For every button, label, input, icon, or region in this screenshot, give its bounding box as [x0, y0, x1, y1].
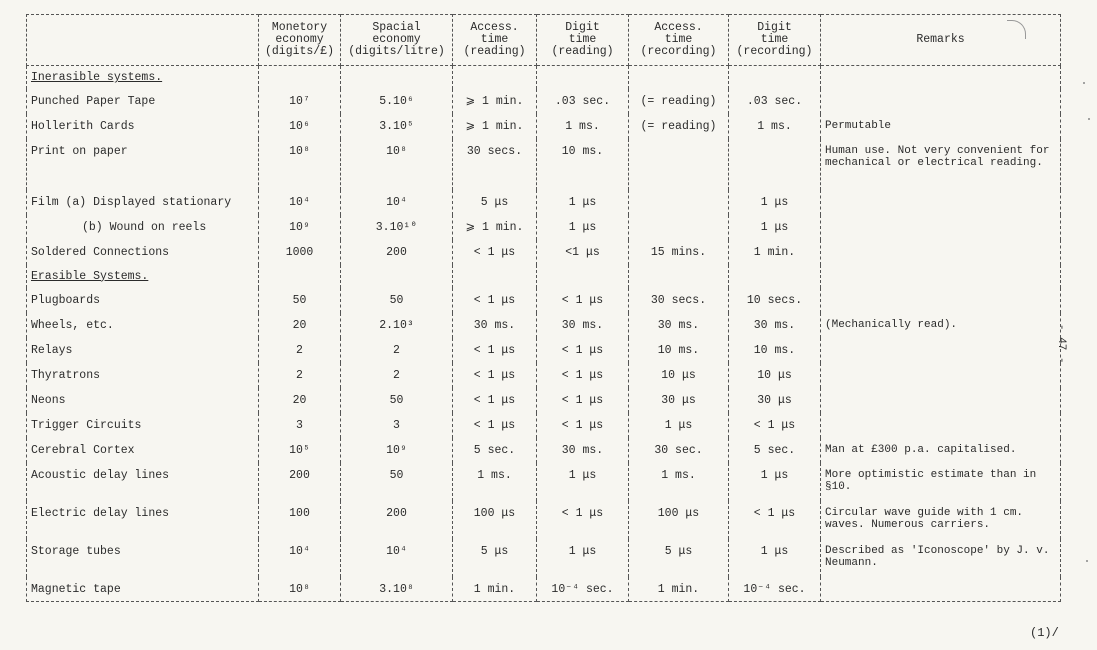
system-name-cell: Punched Paper Tape	[27, 89, 259, 114]
access-time-recording-cell: 30 μs	[629, 388, 729, 413]
digit-time-reading-cell: 10 ms.	[537, 139, 629, 190]
digit-time-reading-cell: < 1 μs	[537, 363, 629, 388]
spatial-economy-cell: 3.10⁸	[341, 577, 453, 602]
system-name-cell: Wheels, etc.	[27, 313, 259, 338]
table-row	[27, 139, 1061, 190]
remarks-cell	[821, 388, 1061, 413]
access-time-reading-cell: 30 secs.	[453, 139, 537, 190]
remarks-cell	[821, 215, 1061, 240]
remarks-cell	[821, 577, 1061, 602]
table-body	[27, 66, 1061, 602]
spatial-economy-cell: 3	[341, 413, 453, 438]
access-time-reading-cell: 1 min.	[453, 577, 537, 602]
access-time-recording-cell: 1 min.	[629, 577, 729, 602]
digit-time-recording-cell: 1 min.	[729, 240, 821, 265]
table-row	[27, 240, 1061, 265]
digit-time-reading-cell: < 1 μs	[537, 413, 629, 438]
digit-time-recording-cell: 30 μs	[729, 388, 821, 413]
digit-time-reading-cell: <1 μs	[537, 240, 629, 265]
monetary-economy-cell: 10⁷	[259, 89, 341, 114]
system-name-cell: Print on paper	[27, 139, 259, 190]
digit-time-reading-cell: 1 μs	[537, 463, 629, 501]
table-row	[27, 577, 1061, 602]
access-time-reading-cell: < 1 μs	[453, 388, 537, 413]
spatial-economy-cell: 10⁹	[341, 438, 453, 463]
system-name-cell: Soldered Connections	[27, 240, 259, 265]
digit-time-recording-cell: 1 μs	[729, 463, 821, 501]
access-time-recording-cell	[629, 215, 729, 240]
access-time-reading-cell: 5 sec.	[453, 438, 537, 463]
access-time-recording-cell: 5 μs	[629, 539, 729, 577]
access-time-recording-cell: 10 μs	[629, 363, 729, 388]
spatial-economy-cell: 2.10³	[341, 313, 453, 338]
spatial-economy-cell: 10⁴	[341, 539, 453, 577]
table-row	[27, 313, 1061, 338]
digit-time-reading-cell: 10⁻⁴ sec.	[537, 577, 629, 602]
digit-time-recording-cell: 10 secs.	[729, 288, 821, 313]
system-name-cell: Relays	[27, 338, 259, 363]
spatial-economy-cell: 50	[341, 463, 453, 501]
document-page	[26, 14, 1060, 612]
header-spatial-economy: Spacial economy (digits/litre)	[341, 15, 453, 66]
digit-time-reading-cell: < 1 μs	[537, 338, 629, 363]
spatial-economy-cell: 10⁸	[341, 139, 453, 190]
remarks-cell: Man at £300 p.a. capitalised.	[821, 438, 1061, 463]
digit-time-reading-cell: 30 ms.	[537, 313, 629, 338]
monetary-economy-cell: 20	[259, 388, 341, 413]
scan-speck	[1086, 560, 1088, 562]
system-name-cell: Electric delay lines	[27, 501, 259, 539]
access-time-reading-cell: ⩾ 1 min.	[453, 89, 537, 114]
system-name-cell: Film (a) Displayed stationary	[27, 190, 259, 215]
table-row	[27, 363, 1061, 388]
monetary-economy-cell: 2	[259, 338, 341, 363]
digit-time-recording-cell: .03 sec.	[729, 89, 821, 114]
table-row	[27, 114, 1061, 139]
access-time-recording-cell: 10 ms.	[629, 338, 729, 363]
digit-time-reading-cell: 1 μs	[537, 539, 629, 577]
digit-time-recording-cell: < 1 μs	[729, 413, 821, 438]
access-time-reading-cell: ⩾ 1 min.	[453, 114, 537, 139]
system-name-cell: Cerebral Cortex	[27, 438, 259, 463]
system-name-cell: Neons	[27, 388, 259, 413]
digit-time-reading-cell: 1 ms.	[537, 114, 629, 139]
remarks-cell	[821, 338, 1061, 363]
table-row	[27, 338, 1061, 363]
digit-time-recording-cell: 1 ms.	[729, 114, 821, 139]
table-row	[27, 438, 1061, 463]
access-time-reading-cell: ⩾ 1 min.	[453, 215, 537, 240]
digit-time-recording-cell: 10 μs	[729, 363, 821, 388]
table-row	[27, 190, 1061, 215]
monetary-economy-cell: 50	[259, 288, 341, 313]
table-row	[27, 288, 1061, 313]
table-row	[27, 215, 1061, 240]
access-time-recording-cell: (= reading)	[629, 89, 729, 114]
header-digit-time-reading: Digit time (reading)	[537, 15, 629, 66]
monetary-economy-cell: 10⁵	[259, 438, 341, 463]
digit-time-recording-cell: 1 μs	[729, 190, 821, 215]
digit-time-recording-cell: 1 μs	[729, 539, 821, 577]
access-time-recording-cell: 30 ms.	[629, 313, 729, 338]
spatial-economy-cell: 2	[341, 363, 453, 388]
footer-reference: (1)/	[1030, 626, 1059, 640]
access-time-recording-cell: 15 mins.	[629, 240, 729, 265]
access-time-reading-cell: 1 ms.	[453, 463, 537, 501]
section-row-inerasible	[27, 66, 1061, 89]
header-remarks: Remarks	[821, 15, 1061, 66]
section-title-inerasible: Inerasible systems.	[31, 71, 163, 84]
monetary-economy-cell: 100	[259, 501, 341, 539]
remarks-cell	[821, 240, 1061, 265]
remarks-cell: Circular wave guide with 1 cm. waves. Numerous carriers.	[821, 501, 1061, 539]
monetary-economy-cell: 10⁸	[259, 577, 341, 602]
table-row	[27, 539, 1061, 577]
spatial-economy-cell: 10⁴	[341, 190, 453, 215]
remarks-cell: Human use. Not very convenient for mechanical or electrical reading.	[821, 139, 1061, 190]
spatial-economy-cell: 50	[341, 288, 453, 313]
storage-comparison-table	[26, 14, 1061, 602]
monetary-economy-cell: 200	[259, 463, 341, 501]
spatial-economy-cell: 200	[341, 501, 453, 539]
header-system	[27, 15, 259, 66]
page-number: - 47 -	[1055, 324, 1067, 364]
access-time-recording-cell	[629, 139, 729, 190]
system-name-cell: Hollerith Cards	[27, 114, 259, 139]
monetary-economy-cell: 2	[259, 363, 341, 388]
digit-time-reading-cell: < 1 μs	[537, 388, 629, 413]
table-row	[27, 413, 1061, 438]
system-name-cell: Storage tubes	[27, 539, 259, 577]
monetary-economy-cell: 10⁴	[259, 190, 341, 215]
spatial-economy-cell: 3.10⁵	[341, 114, 453, 139]
table-row	[27, 89, 1061, 114]
system-name-cell: Trigger Circuits	[27, 413, 259, 438]
system-name-cell: Acoustic delay lines	[27, 463, 259, 501]
access-time-reading-cell: < 1 μs	[453, 338, 537, 363]
remarks-cell	[821, 190, 1061, 215]
access-time-reading-cell: < 1 μs	[453, 288, 537, 313]
remarks-cell	[821, 89, 1061, 114]
table-row	[27, 463, 1061, 501]
scan-speck	[1088, 118, 1090, 120]
monetary-economy-cell: 10⁴	[259, 539, 341, 577]
remarks-cell	[821, 413, 1061, 438]
header-access-time-reading: Access. time (reading)	[453, 15, 537, 66]
access-time-reading-cell: 5 μs	[453, 539, 537, 577]
section-row-erasible	[27, 265, 1061, 288]
spatial-economy-cell: 50	[341, 388, 453, 413]
access-time-recording-cell	[629, 190, 729, 215]
spatial-economy-cell: 2	[341, 338, 453, 363]
spatial-economy-cell: 3.10¹⁰	[341, 215, 453, 240]
digit-time-reading-cell: < 1 μs	[537, 288, 629, 313]
spatial-economy-cell: 200	[341, 240, 453, 265]
access-time-reading-cell: < 1 μs	[453, 413, 537, 438]
header-row	[27, 15, 1061, 66]
digit-time-recording-cell: 10⁻⁴ sec.	[729, 577, 821, 602]
header-access-time-recording: Access. time (recording)	[629, 15, 729, 66]
spatial-economy-cell: 5.10⁶	[341, 89, 453, 114]
table-row	[27, 388, 1061, 413]
remarks-cell: More optimistic estimate than in §10.	[821, 463, 1061, 501]
access-time-reading-cell: < 1 μs	[453, 240, 537, 265]
table-row	[27, 501, 1061, 539]
digit-time-recording-cell: 30 ms.	[729, 313, 821, 338]
digit-time-reading-cell: 1 μs	[537, 215, 629, 240]
section-title-erasible: Erasible Systems.	[31, 269, 149, 283]
header-monetary-economy: Monetory economy (digits/£)	[259, 15, 341, 66]
remarks-cell	[821, 288, 1061, 313]
monetary-economy-cell: 10⁸	[259, 139, 341, 190]
access-time-reading-cell: 5 μs	[453, 190, 537, 215]
system-name-cell: Magnetic tape	[27, 577, 259, 602]
digit-time-recording-cell: 1 μs	[729, 215, 821, 240]
monetary-economy-cell: 20	[259, 313, 341, 338]
remarks-cell: Described as 'Iconoscope' by J. v. Neumann.	[821, 539, 1061, 577]
remarks-cell	[821, 363, 1061, 388]
access-time-recording-cell: 1 μs	[629, 413, 729, 438]
digit-time-reading-cell: .03 sec.	[537, 89, 629, 114]
monetary-economy-cell: 3	[259, 413, 341, 438]
system-name-cell: Plugboards	[27, 288, 259, 313]
access-time-recording-cell: 30 sec.	[629, 438, 729, 463]
monetary-economy-cell: 10⁶	[259, 114, 341, 139]
access-time-reading-cell: 30 ms.	[453, 313, 537, 338]
digit-time-reading-cell: < 1 μs	[537, 501, 629, 539]
access-time-recording-cell: 100 μs	[629, 501, 729, 539]
access-time-recording-cell: (= reading)	[629, 114, 729, 139]
scan-speck	[1083, 82, 1085, 84]
digit-time-recording-cell	[729, 139, 821, 190]
digit-time-recording-cell: < 1 μs	[729, 501, 821, 539]
monetary-economy-cell: 10⁹	[259, 215, 341, 240]
remarks-cell: (Mechanically read).	[821, 313, 1061, 338]
header-digit-time-recording: Digit time (recording)	[729, 15, 821, 66]
remarks-cell: Permutable	[821, 114, 1061, 139]
access-time-reading-cell: < 1 μs	[453, 363, 537, 388]
system-name-cell: Thyratrons	[27, 363, 259, 388]
digit-time-reading-cell: 1 μs	[537, 190, 629, 215]
system-name-cell: (b) Wound on reels	[27, 215, 259, 240]
access-time-reading-cell: 100 μs	[453, 501, 537, 539]
access-time-recording-cell: 1 ms.	[629, 463, 729, 501]
monetary-economy-cell: 1000	[259, 240, 341, 265]
digit-time-recording-cell: 10 ms.	[729, 338, 821, 363]
digit-time-recording-cell: 5 sec.	[729, 438, 821, 463]
digit-time-reading-cell: 30 ms.	[537, 438, 629, 463]
access-time-recording-cell: 30 secs.	[629, 288, 729, 313]
